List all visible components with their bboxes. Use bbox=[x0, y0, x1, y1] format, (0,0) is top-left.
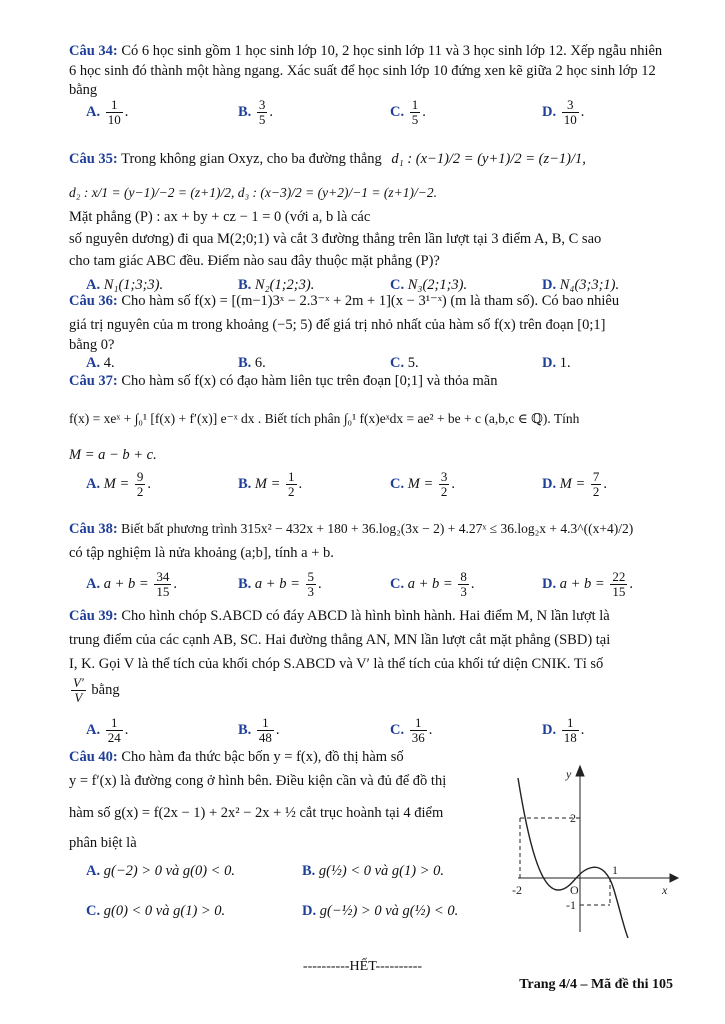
q37-option-a[interactable]: A. M = $\frac{9}{2}$ . bbox=[86, 469, 151, 500]
exam-page: Câu 34: Có 6 học sinh gồm 1 học sinh lớp 10, 2 học sinh lớp 11 và 3 học sinh lớp 12. Xếp ngẫu nhiên 6 học sinh đó thành một hàng ngang. Xác suất để học sinh lớp 10 đứng xen kẽ giữa 2 học sinh lớp 12 bằng A. $\frac{1}{10}$ . B. $\frac{3}{5}$ . C. $\frac{1}{5}$ . D. $\frac{3}{10}$ . Câu 35: Trong không gian Oxyz, cho ba đường thẳng d₁ : (x−1)/2 = (y+1)/2 = (z−1)/1, d₂ : x/1 = (y−1)/−2 = (z+1)/2, d₃ : (x−3)/2 = (y+2)/−1 = (z+1)/−2. Mặt phẳng (P) : ax + by + cz − 1 = 0 (với a, b là các số nguyên dương) đi qua M(2;0;1) và cắt 3 đường thẳng trên lần lượt tại 3 điểm A, B, C sao cho tam giác ABC đều. Điểm nào sau đây thuộc mặt phẳng (P)? A. N₁(1;3;3). B. N₂(1;2;3). C. N₃(2;1;3). D. N₄(3;3;1). Câu 36: Cho hàm số f(x) = [(m−1)3ˣ − 2.3⁻ˣ + 2m + 1](x − 3¹⁻ˣ) (m là tham số). Có bao nhiêu giá trị nguyên của m trong khoảng (−5; 5) để giá trị nhỏ nhất của hàm số f(x) trên đoạn [0;1] bằng 0? A. 4. B. 6. C. 5. D. 1. Câu 37: Cho hàm số f(x) có đạo hàm liên tục trên đoạn [0;1] và thỏa mãn f(x) = xeˣ + ∫₀¹ [f(x) + f′(x)] e⁻ˣ dx . Biết tích phân ∫₀¹ f(x)eˣdx = ae² + be + c (a,b,c ∈ ℚ). Tính M = a − b + c. A. M = $\frac{9}{2}$ . B. M = $\frac{1}{2}$ . C. M = $\frac{3}{2}$ . D. M = $\frac{7}{2}$ . Câu 38: Biết bất phương trình 315x² − 432x + 180 + 36.log₂(3x − 2) + 4.27ˣ ≤ 36.log₂x + 4.3^((x+4)/2) có tập nghiệm là nửa khoảng (a;b], tính a + b. A. a + b = $\frac{34}{15}$ . B. a + b = $\frac{5}{3}$ . C. a + b = $\frac{8}{3}$ . D. a + b = $\frac{22}{15}$ . Câu 39: Cho hình chóp S.ABCD có đáy ABCD là hình bình hành. Hai điểm M, N lần lượt là trung điểm của các cạnh AB, SC. Hai đường thẳng AN, MN lần lượt cắt mặt phẳng (SBD) tại I, K. Gọi V là thể tích của khối chóp S.ABCD và V′ là thể tích của khối tứ diện CNIK. Tỉ số $\frac{V'}{V}$ bằng A. $\frac{1}{24}$ . B. $\frac{1}{48}$ . C. $\frac{1}{36}$ . D. $\frac{1}{18}$ . Câu 40: Cho hàm đa thức bậc bốn y = f(x), đồ thị hàm số y = f′(x) là đường cong ở hình bên. Điều kiện cần và đủ để đồ thị hàm số g(x) = f(2x − 1) + 2x² − 2x + ½ cắt trục hoành tại 4 điểm phân biệt là A. g(−2) > 0 và g(0) < 0. B. g(½) < 0 và g(1) > 0. C. g(0) < 0 và g(1) > 0. D. g(−½) > 0 và g(½) < 0. y x O 2 -2 1 -1 ----------HẾT---------- Trang 4/4 – Mã đề thi 105 bbox=[0, 0, 725, 1024]
q38-option-c[interactable]: C. a + b = $\frac{8}{3}$ . bbox=[390, 569, 475, 600]
q35-option-b[interactable]: B. N₂(1;2;3). bbox=[238, 277, 315, 293]
end-marker: ----------HẾT---------- bbox=[302, 959, 423, 974]
y-label: y bbox=[566, 767, 572, 781]
y-axis-arrow bbox=[576, 766, 584, 776]
x-label: x bbox=[662, 883, 668, 897]
question-35: Câu 35: Trong không gian Oxyz, cho ba đường thẳng d₁ : (x−1)/2 = (y+1)/2 = (z−1)/1, bbox=[69, 151, 586, 167]
tick-neg1: -1 bbox=[566, 898, 576, 912]
q36-option-a[interactable]: A. 4. bbox=[86, 355, 115, 371]
q36-option-c[interactable]: C. 5. bbox=[390, 355, 419, 371]
f-prime-curve bbox=[518, 778, 628, 938]
q34-option-b[interactable]: B. $\frac{3}{5}$ . bbox=[238, 97, 274, 128]
question-label: Câu 34: bbox=[69, 43, 118, 59]
q40-option-d[interactable]: D. g(−½) > 0 và g(½) < 0. bbox=[302, 903, 459, 919]
question-37: Câu 37: Cho hàm số f(x) có đạo hàm liên tục trên đoạn [0;1] và thỏa mãn bbox=[69, 373, 498, 389]
question-34 bbox=[69, 42, 673, 101]
q39-option-a[interactable]: A. $\frac{1}{24}$ . bbox=[86, 715, 129, 746]
q34-option-d[interactable]: D. $\frac{3}{10}$ . bbox=[542, 97, 585, 128]
q38-option-a[interactable]: A. a + b = $\frac{34}{15}$ . bbox=[86, 569, 177, 600]
tick-2: 2 bbox=[570, 811, 576, 825]
q35-lines-d2-d3: d₂ : x/1 = (y−1)/−2 = (z+1)/2, d₃ : (x−3)/2 = (y+2)/−1 = (z+1)/−2. bbox=[69, 185, 438, 200]
q39-option-d[interactable]: D. $\frac{1}{18}$ . bbox=[542, 715, 585, 746]
tick-1: 1 bbox=[612, 863, 618, 877]
q38-option-b[interactable]: B. a + b = $\frac{5}{3}$ . bbox=[238, 569, 322, 600]
origin-label: O bbox=[570, 883, 579, 897]
question-39: Câu 39: Cho hình chóp S.ABCD có đáy ABCD là hình bình hành. Hai điểm M, N lần lượt là bbox=[69, 608, 610, 624]
q37-option-c[interactable]: C. M = $\frac{3}{2}$ . bbox=[390, 469, 455, 500]
q37-option-d[interactable]: D. M = $\frac{7}{2}$ . bbox=[542, 469, 607, 500]
line-d1: d₁ : (x−1)/2 = (y+1)/2 = (z−1)/1, bbox=[391, 151, 586, 167]
q40-option-c[interactable]: C. g(0) < 0 và g(1) > 0. bbox=[86, 903, 226, 919]
derivative-graph bbox=[510, 760, 680, 940]
q36-option-b[interactable]: B. 6. bbox=[238, 355, 266, 371]
question-40: Câu 40: Cho hàm đa thức bậc bốn y = f(x), đồ thị hàm số bbox=[69, 749, 404, 765]
question-38: Câu 38: Biết bất phương trình 315x² − 432x + 180 + 36.log₂(3x − 2) + 4.27ˣ ≤ 36.log₂x + 4.3^((x+4)/2) bbox=[69, 521, 634, 537]
q35-option-d[interactable]: D. N₄(3;3;1). bbox=[542, 277, 620, 293]
q39-option-c[interactable]: C. $\frac{1}{36}$ . bbox=[390, 715, 433, 746]
tick-neg2: -2 bbox=[512, 883, 522, 897]
x-axis-arrow bbox=[670, 874, 678, 882]
q35-option-a[interactable]: A. N₁(1;3;3). bbox=[86, 277, 164, 293]
q39-ratio: $\frac{V'}{V}$ bằng bbox=[73, 675, 120, 706]
question-text: Có 6 học sinh gồm 1 học sinh lớp 10, 2 học sinh lớp 11 và 3 học sinh lớp 12. Xếp ngẫu nhiên 6 học sinh đó thành một hàng ngang. Xác suất để học sinh lớp 10 đứng xen kẽ giữa 2 học sinh lớp 12 bằng bbox=[69, 43, 663, 99]
q36-option-d[interactable]: D. 1. bbox=[542, 355, 571, 371]
q38-option-d[interactable]: D. a + b = $\frac{22}{15}$ . bbox=[542, 569, 633, 600]
q37-option-b[interactable]: B. M = $\frac{1}{2}$ . bbox=[238, 469, 303, 500]
q39-option-b[interactable]: B. $\frac{1}{48}$ . bbox=[238, 715, 280, 746]
page-footer: Trang 4/4 – Mã đề thi 105 bbox=[519, 977, 673, 992]
q34-option-c[interactable]: C. $\frac{1}{5}$ . bbox=[390, 97, 426, 128]
q40-option-b[interactable]: B. g(½) < 0 và g(1) > 0. bbox=[302, 863, 444, 879]
q35-option-c[interactable]: C. N₃(2;1;3). bbox=[390, 277, 468, 293]
q40-option-a[interactable]: A. g(−2) > 0 và g(0) < 0. bbox=[86, 863, 235, 879]
question-36: Câu 36: Cho hàm số f(x) = [(m−1)3ˣ − 2.3⁻ˣ + 2m + 1](x − 3¹⁻ˣ) (m là tham số). Có bao nhiêu bbox=[69, 293, 620, 309]
q34-option-a[interactable]: A. $\frac{1}{10}$ . bbox=[86, 97, 129, 128]
